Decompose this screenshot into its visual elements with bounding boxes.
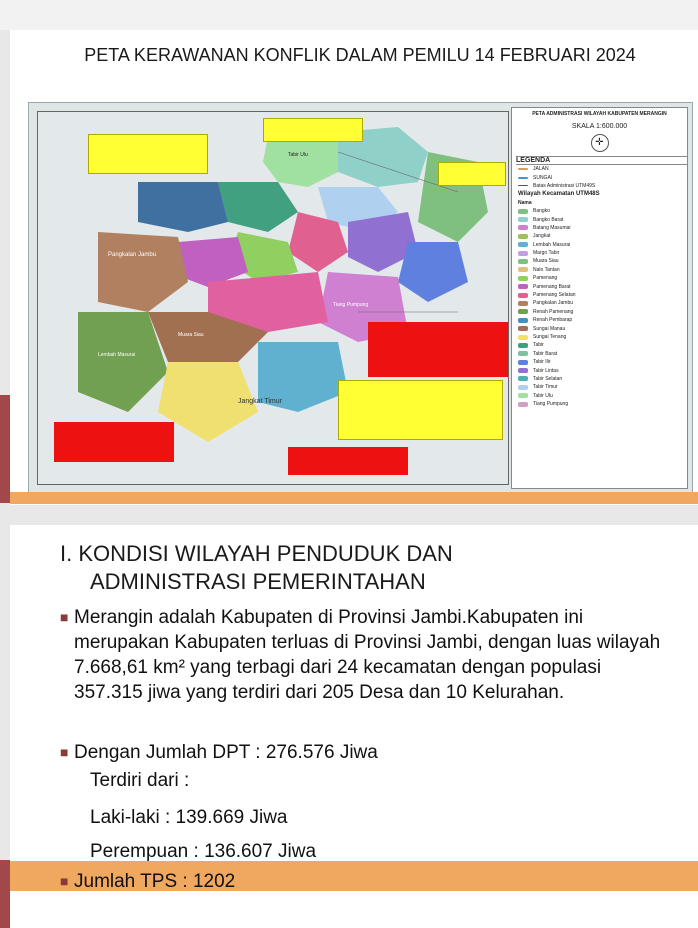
terdiri-dari: Terdiri dari :: [90, 770, 190, 791]
legend-swatch: [518, 326, 528, 331]
legend-swatch: [518, 402, 528, 407]
legend-swatch: [518, 343, 528, 348]
legend-swatch: [518, 335, 528, 340]
legend-item-label: Tiang Pumpung: [533, 401, 569, 408]
legend-item-label: Margo Tabir: [533, 250, 560, 257]
map-label-tabir-ulu: Tabir Ulu: [288, 152, 308, 158]
legend-header: PETA ADMINISTRASI WILAYAH KABUPATEN MERANGIN: [532, 111, 667, 117]
legend-swatch: [518, 368, 528, 373]
legend-item: [518, 266, 687, 274]
legend-item-label: Tabir Lintas: [533, 367, 559, 374]
legend-swatch: [518, 209, 528, 214]
slide-title: PETA KERAWANAN KONFLIK DALAM PEMILU 14 FEBRUARI 2024: [84, 45, 636, 65]
legend-item: [518, 232, 687, 240]
legend-item-label: Bangko Barat: [533, 216, 564, 223]
legend-item-label: Nalo Tantan: [533, 266, 560, 273]
legend-swatch: [518, 251, 528, 256]
legend-item-label: Pamenang: [533, 275, 558, 282]
legend-item: [518, 274, 687, 282]
legend-item: [518, 333, 687, 341]
legend-swatch: [518, 360, 528, 365]
perempuan: Perempuan : 136.607 Jiwa: [90, 841, 317, 862]
legend-nama: Nama: [518, 199, 532, 206]
legend-item: [518, 400, 687, 408]
legend-item: [518, 358, 687, 366]
legend-item: [518, 257, 687, 265]
callout-note-red-3: [288, 447, 408, 475]
legend-item-label: Batang Masumai: [533, 224, 571, 231]
legend-item: [518, 324, 687, 332]
heading-line-2: ADMINISTRASI PEMERINTAHAN: [90, 569, 426, 594]
callout-note-red-1: [368, 322, 508, 377]
legend-item: [518, 282, 687, 290]
map-label-tiang-pumpung: Tiang Pumpung: [333, 302, 369, 308]
legend-item-label: Tabir Ulu: [533, 392, 553, 399]
legend-item-label: Renah Pembarap: [533, 317, 573, 324]
legend-item-label: Tabir Ilir: [533, 359, 551, 366]
section-heading: [60, 540, 453, 596]
bullet-dpt: ■ Dengan Jumlah DPT : 276.576 Jiwa: [60, 742, 378, 763]
legend-item: [518, 392, 687, 400]
legend-item: [518, 224, 687, 232]
legend-swatch: [518, 376, 528, 381]
legend-swatch: [518, 217, 528, 222]
callout-note-3: [438, 162, 506, 186]
legend-item-label: Bangko: [533, 208, 550, 215]
legend-swatch: [518, 276, 528, 281]
map-frame: [28, 102, 693, 496]
legend-item: [518, 383, 687, 391]
legend-item: [518, 291, 687, 299]
map-label-lembah-masurai: Lembah Masurai: [98, 352, 136, 358]
heading-line-1: I. KONDISI WILAYAH PENDUDUK DAN: [60, 541, 453, 566]
top-margin: [0, 0, 698, 30]
legend-line-sungai: SUNGAI: [518, 173, 687, 181]
callout-note-4: [338, 380, 503, 440]
legend-swatch: [518, 309, 528, 314]
legend-line-jalan: JALAN: [518, 165, 687, 173]
legend-item-label: Pangkalan Jambu: [533, 300, 574, 307]
bullet-marker: ■: [60, 609, 69, 625]
legend-item-label: Renah Pamenang: [533, 308, 574, 315]
legend-item: [518, 249, 687, 257]
slide-text: [10, 525, 698, 928]
legend-swatch: [518, 385, 528, 390]
legend-item: [518, 366, 687, 374]
bullet-marker: ■: [60, 873, 69, 889]
legend-item: [518, 375, 687, 383]
legend-item: [518, 215, 687, 223]
legend-swatch: [518, 318, 528, 323]
legend-swatch: [518, 284, 528, 289]
bullet-merangin: ■ Merangin adalah Kabupaten di Provinsi Jambi.Kabupaten ini merupakan Kabupaten terluas di Provinsi Jambi, dengan luas wilayah 7.668,61 km² yang terbagi dari 24 kecamatan dengan populasi 357.315 jiwa yang terdiri dari 205 Desa dan 10 Kelurahan.: [60, 607, 661, 703]
legend-item-label: Lembah Masurai: [533, 241, 571, 248]
district-map: [37, 111, 509, 485]
legend-swatch: [518, 225, 528, 230]
legend-item-label: Tabir Selatan: [533, 375, 563, 382]
map-legend: [511, 107, 688, 489]
legend-item-label: Pamenang Barat: [533, 283, 571, 290]
bullet-marker: ■: [60, 744, 69, 760]
legend-item: [518, 299, 687, 307]
slide-accent-strip: [0, 860, 10, 928]
legend-item: [518, 316, 687, 324]
legend-line-batas: Batas Administrasi UTM49S: [518, 182, 687, 190]
legend-item-label: Sungai Manau: [533, 325, 566, 332]
legend-item: [518, 350, 687, 358]
legend-kecamatan-title: Wilayah Kecamatan UTM48S: [518, 191, 600, 198]
legend-item-label: Pamenang Selatan: [533, 292, 576, 299]
legend-item-label: Tabir Timur: [533, 384, 558, 391]
map-label-pangkalan-jambu: Pangkalan Jambu: [108, 252, 157, 258]
legend-item-label: Muara Siau: [533, 258, 559, 265]
compass-icon: ✛: [591, 134, 609, 152]
slide-accent-strip: [0, 395, 10, 503]
legend-swatch: [518, 242, 528, 247]
bullet-tps: ■ Jumlah TPS : 1202: [60, 871, 236, 892]
legend-swatch: [518, 301, 528, 306]
legend-item-label: Sungai Tenang: [533, 334, 567, 340]
laki-laki: Laki-laki : 139.669 Jiwa: [90, 807, 288, 828]
legend-swatch: [518, 259, 528, 264]
map-label-jangkat-timur: Jangkat Timur: [238, 398, 282, 405]
district-jangkat: [138, 182, 228, 232]
legend-item: [518, 341, 687, 349]
legend-swatch: [518, 267, 528, 272]
legend-item-label: Jangkat: [533, 233, 551, 240]
legend-item-label: Tabir Barat: [533, 350, 558, 357]
callout-note-2: [263, 118, 363, 142]
legend-item-label: Tabir: [533, 342, 544, 349]
slide-map: [10, 30, 698, 505]
map-label-muara-siau: Muara Siau: [178, 332, 204, 338]
legend-swatch: [518, 351, 528, 356]
legend-item: [518, 241, 687, 249]
slide-footer-bar: [10, 492, 698, 504]
legend-item: [518, 308, 687, 316]
legend-swatch: [518, 393, 528, 398]
callout-note-red-2: [54, 422, 174, 462]
callout-note-1: [88, 134, 208, 174]
legend-swatch: [518, 234, 528, 239]
legend-swatch: [518, 293, 528, 298]
legend-items: [512, 207, 687, 408]
legend-item: [518, 207, 687, 215]
legend-title: LEGENDA: [516, 156, 687, 165]
map-scale: SKALA 1:600.000: [571, 123, 628, 130]
